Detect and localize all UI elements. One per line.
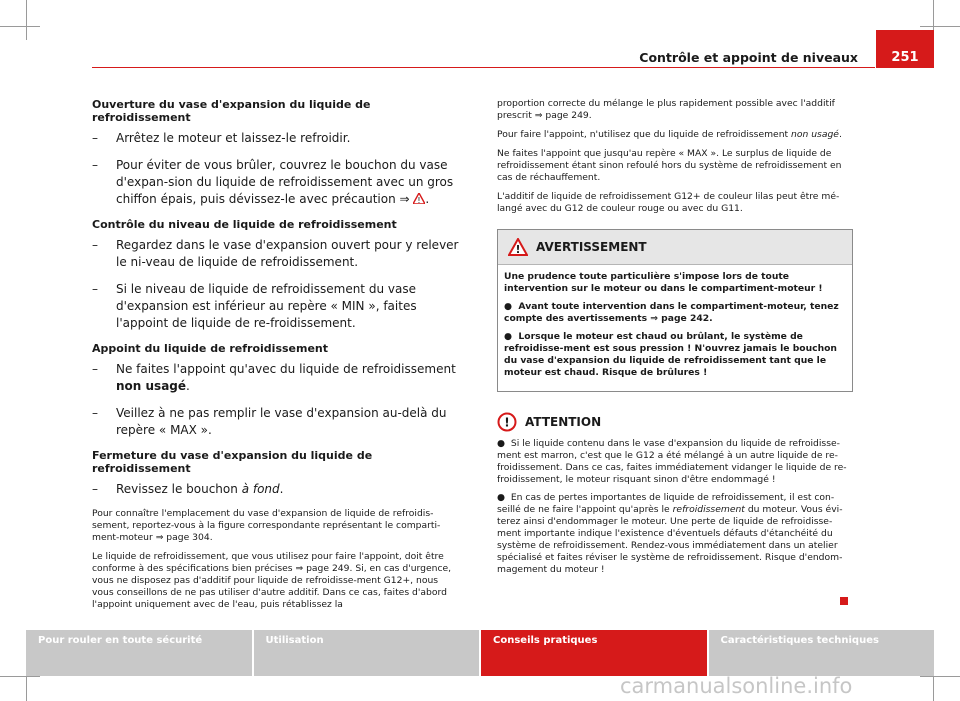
body-paragraph: proportion correcte du mélange le plus rapidement possible avec l'additif prescrit ⇒ page 249. — [497, 98, 835, 121]
warning-bullet: ● Lorsque le moteur est chaud ou brûlant, le système de refroidisse-ment est sous pression ! N'ouvrez jamais le bouchon du vase d'expansion du liquide de refroidissement tant que le moteur est chaud. Risque de brûlures ! — [504, 331, 837, 378]
section-heading: Appoint du liquide de refroidissement — [92, 342, 329, 355]
attention-body — [497, 438, 853, 576]
warning-body — [498, 265, 852, 391]
page-number: 251 — [891, 50, 919, 65]
step: – Regardez dans le vase d'expansion ouvert pour y relever le ni-veau de liquide de refroidissement. — [92, 238, 459, 269]
step: – Pour éviter de vous brûler, couvrez le bouchon du vase d'expan-sion du liquide de refroidissement avec un gros chiffon épais, puis dévissez-le avec précaution ⇒ ! . — [92, 158, 454, 206]
crop-mark — [0, 676, 40, 677]
crop-mark — [920, 676, 960, 677]
footer-tab-safety[interactable]: Pour rouler en toute sécurité — [26, 630, 254, 676]
watermark: carmanualsonline.info — [620, 674, 853, 698]
attention-circle-icon — [497, 412, 517, 432]
body-paragraph: Ne faites l'appoint que jusqu'au repère « MAX ». Le surplus de liquide de refroidissement étant sinon refoulé hors du système de refroidissement en cas de réchauffement. — [497, 148, 842, 183]
crop-mark — [920, 26, 960, 27]
step: – Arrêtez le moteur et laissez-le refroidir. — [92, 131, 351, 145]
header-rule — [92, 67, 875, 68]
right-column — [497, 98, 853, 582]
body-paragraph: Pour connaître l'emplacement du vase d'expansion de liquide de refroidis-sement, reportez-vous à la figure correspondante représentant le comparti-ment-moteur ⇒ page 304. — [92, 508, 441, 543]
step: – Veillez à ne pas remplir le vase d'expansion au-delà du repère « MAX ». — [92, 406, 447, 437]
warning-text: Une prudence toute particulière s'impose lors de toute intervention sur le moteur ou dans le compartiment-moteur ! — [504, 271, 823, 294]
warning-ref-icon — [413, 193, 425, 204]
warning-triangle-icon — [508, 238, 528, 256]
footer-tab-practical-tips[interactable]: Conseils pratiques — [481, 630, 709, 676]
crop-mark — [26, 0, 27, 40]
section-heading: Fermeture du vase d'expansion du liquide de refroidissement — [92, 449, 373, 475]
footer-nav — [26, 630, 934, 676]
warning-bullet: ● Avant toute intervention dans le compartiment-moteur, tenez compte des avertissements ⇒ page 242. — [504, 301, 839, 324]
svg-text:!: ! — [504, 415, 510, 430]
attention-bullet: ● Si le liquide contenu dans le vase d'expansion du liquide de refroidisse-ment est marron, c'est que le G12 a été mélangé à un autre liquide de re-froidissement. Dans ce cas, faites immédiatement vidanger le liquide de re-froidissement, le moteur risquant sinon d'être endommagé ! — [497, 438, 847, 485]
svg-text:!: ! — [515, 243, 521, 256]
footer-tab-technical-specs[interactable]: Caractéristiques techniques — [709, 630, 935, 676]
step: – Ne faites l'appoint qu'avec du liquide de refroidissement non usagé. — [92, 362, 456, 393]
section-heading: Ouverture du vase d'expansion du liquide de refroidissement — [92, 98, 371, 124]
crop-mark — [0, 26, 40, 27]
body-paragraph: Pour faire l'appoint, n'utilisez que du liquide de refroidissement non usagé. — [497, 129, 842, 140]
warning-header — [498, 230, 852, 265]
attention-bullet: ● En cas de pertes importantes de liquide de refroidissement, il est con-seillé de ne faire l'appoint qu'après le refroidissement du moteur. Vous évi-terez ainsi d'endommager le moteur. Une perte de liquide de refroidisse-ment importante indique l'existence d'éventuels défauts d'étanchéité du système de refroidissement. Rendez-vous immédiatement dans un atelier spécialisé et faites réviser le système de refroidissement. Risque d'endom-magement du moteur ! — [497, 492, 843, 575]
step: – Si le niveau de liquide de refroidissement du vase d'expansion est inférieur au repère « MIN », faites l'appoint de liquide de re-froidissement. — [92, 282, 417, 330]
end-of-section-mark — [840, 597, 848, 605]
body-paragraph: L'additif de liquide de refroidissement G12+ de couleur lilas peut être mé-langé avec du G12 de couleur rouge ou avec du G11. — [497, 191, 840, 214]
body-paragraph: Le liquide de refroidissement, que vous utilisez pour faire l'appoint, doit être conforme à des spécifications bien précises ⇒ page 249. Si, en cas d'urgence, vous ne disposez pas d'additif pour liquide de refroidisse-ment G12+, nous vous conseillons de ne pas utiliser d'autre additif. Dans ce cas, faites d'abord l'appoint uniquement avec de l'eau, puis rétablissez la — [92, 551, 452, 610]
warning-box — [497, 229, 853, 392]
footer-tab-operation[interactable]: Utilisation — [254, 630, 482, 676]
page-header-title: Contrôle et appoint de niveaux — [639, 50, 858, 65]
left-column — [92, 92, 460, 618]
warning-title: AVERTISSEMENT — [536, 240, 647, 254]
section-heading: Contrôle du niveau de liquide de refroidissement — [92, 218, 397, 231]
attention-title: ATTENTION — [525, 415, 602, 429]
step: – Revissez le bouchon à fond. — [92, 482, 284, 496]
attention-header — [497, 412, 853, 432]
svg-text:!: ! — [417, 196, 422, 204]
